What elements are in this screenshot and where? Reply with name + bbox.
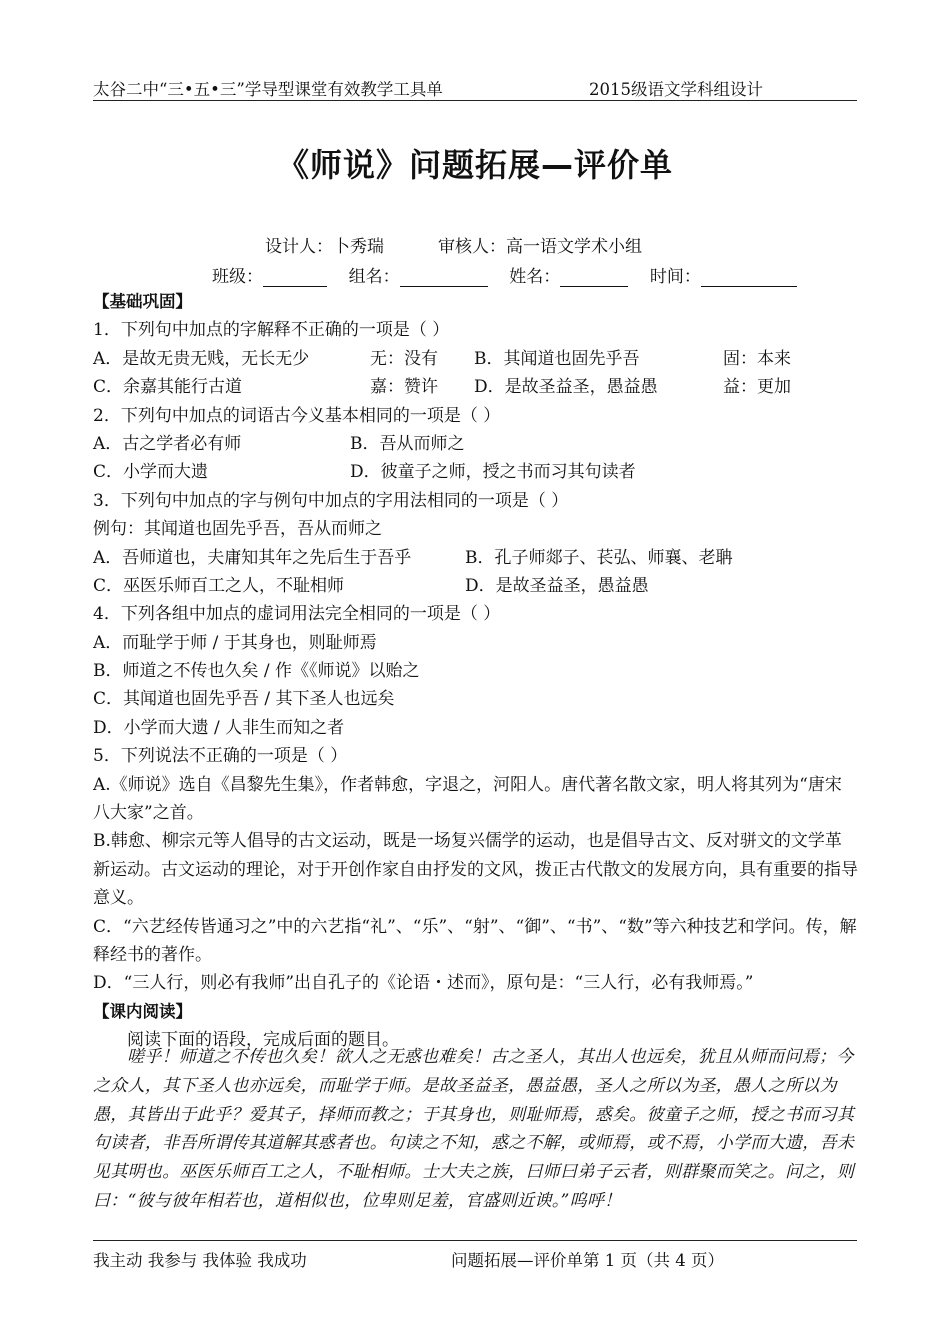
q3-row-cd [93,572,858,600]
questions-section [93,288,858,1055]
q1-row-ab [93,345,858,373]
q3-option-a: A．吾师道也，夫庸知其年之先后生于吾乎 [93,547,412,568]
q2-option-d: D．彼童子之师，授之书而习其句读者 [350,462,636,483]
class-label: 班级： [212,267,263,287]
q4-option-c: C．其闻道也固先乎吾 / 其下圣人也远矣 [93,689,395,710]
q1-row-cd [93,373,858,401]
q4-stem: 4．下列各组中加点的虚词用法完全相同的一项是（ ） [93,604,501,625]
q4-option-d: D．小学而大遗 / 人非生而知之者 [93,717,345,738]
group-blank[interactable] [400,268,488,287]
q5-option-d: D．“三人行，则必有我师”出自孔子的《论语・述而》，原句是：“三人行，必有我师焉。” [93,973,754,994]
q5-option-c: C．“六艺经传皆通习之”中的六艺指“礼”、“乐”、“射”、“御”、“书”、“数”等六种技艺和学问。传，解释经书的著作。 [93,916,857,966]
q3-example: 例句：其闻道也固先乎吾，吾从而师之 [93,519,382,540]
q5-option-b: B.韩愈、柳宗元等人倡导的古文运动，既是一场复兴儒学的运动，也是倡导古文、反对骈文的文学革新运动。古文运动的理论，对于开创作家自由抒发的文风，拨正古代散文的发展方向，具有重要的指导意义。 [93,831,858,909]
q1-option-c-note: 嘉：赞许 [370,377,438,398]
q4-option-a: A．而耻学于师 / 于其身也，则耻师焉 [93,632,377,653]
q2-stem: 2．下列句中加点的词语古今义基本相同的一项是（ ） [93,405,501,426]
meta-authors [265,232,642,257]
reading-instruction: 阅读下面的语段，完成后面的题目。 [127,1030,399,1051]
class-blank[interactable] [263,268,327,287]
q2-option-a: A．古之学者必有师 [93,433,242,454]
q1-option-a: A．是故无贵无贱，无长无少 [93,348,310,369]
page-header [93,76,857,101]
time-blank[interactable] [701,268,797,287]
q3-option-b: B．孔子师郯子、苌弘、师襄、老聃 [465,547,733,568]
basic-heading: 【基础巩固】 [93,292,192,311]
q1-option-b-note: 固：本来 [723,348,791,369]
q1-option-c: C．余嘉其能行古道 [93,377,243,398]
q2-row-ab [93,430,858,458]
q1-option-b: B．其闻道也固先乎吾 [474,348,640,369]
designer: 设计人：卜秀瑞 [265,237,384,257]
q1-stem: 1．下列句中加点的字解释不正确的一项是（ ） [93,320,450,341]
footer-page-number: 问题拓展—评价单第 1 页（共 4 页） [451,1251,724,1270]
footer-motto: 我主动 我参与 我体验 我成功 [93,1251,307,1270]
q3-stem: 3．下列句中加点的字与例句中加点的字用法相同的一项是（ ） [93,490,569,511]
q3-option-d: D．是故圣益圣，愚益愚 [465,575,649,596]
reviewer: 审核人：高一语文学术小组 [438,237,643,257]
q1-option-d-note: 益：更加 [723,377,791,398]
q2-option-b: B．吾从而师之 [350,433,465,454]
reading-heading: 【课内阅读】 [93,1001,192,1021]
page-title: 《师说》问题拓展—评价单 [276,146,673,184]
q5-stem: 5．下列说法不正确的一项是（ ） [93,746,348,767]
meta-fields [212,262,797,287]
q3-option-c: C．巫医乐师百工之人，不耻相师 [93,575,345,596]
reading-passage: 嗟乎！师道之不传也久矣！欲人之无惑也难矣！古之圣人，其出人也远矣，犹且从师而问焉；今之众人，其下圣人也亦远矣，而耻学于师。是故圣益圣，愚益愚，圣人之所以为圣，愚人之所以为愚，其皆出于此乎？爱其子，择师而教之；于其身也，则耻师焉，惑矣。彼童子之师，授之书而习其句读者，非吾所谓传其道解其惑者也。句读之不知，惑之不解，或师焉，或不焉，小学而大遗，吾未见其明也。巫医乐师百工之人，不耻相师。士大夫之族，曰师曰弟子云者，则群聚而笑之。问之，则曰：“彼与彼年相若也，道相似也，位卑则足羞，官盛则近谀。”呜呼！ [93,1047,855,1211]
q3-row-ab [93,544,858,572]
q2-option-c: C．小学而大遗 [93,462,209,483]
q5-option-a: A.《师说》选自《昌黎先生集》，作者韩愈，字退之，河阳人。唐代著名散文家，明人将其列为“唐宋八大家”之首。 [93,774,842,824]
name-blank[interactable] [560,268,628,287]
q2-row-cd [93,458,858,486]
q4-option-b: B．师道之不传也久矣 / 作《《师说》以贻之 [93,661,420,682]
q1-option-a-note: 无：没有 [370,348,438,369]
header-designer: 2015级语文学科组设计 [589,80,763,99]
time-label: 时间： [649,267,701,287]
header-school: 太谷二中“三•五•三”学导型课堂有效教学工具单 [93,80,443,99]
name-label: 姓名： [509,267,561,287]
q1-option-d: D．是故圣益圣，愚益愚 [474,377,658,398]
group-label: 组名： [348,267,400,287]
page-footer [93,1240,857,1271]
